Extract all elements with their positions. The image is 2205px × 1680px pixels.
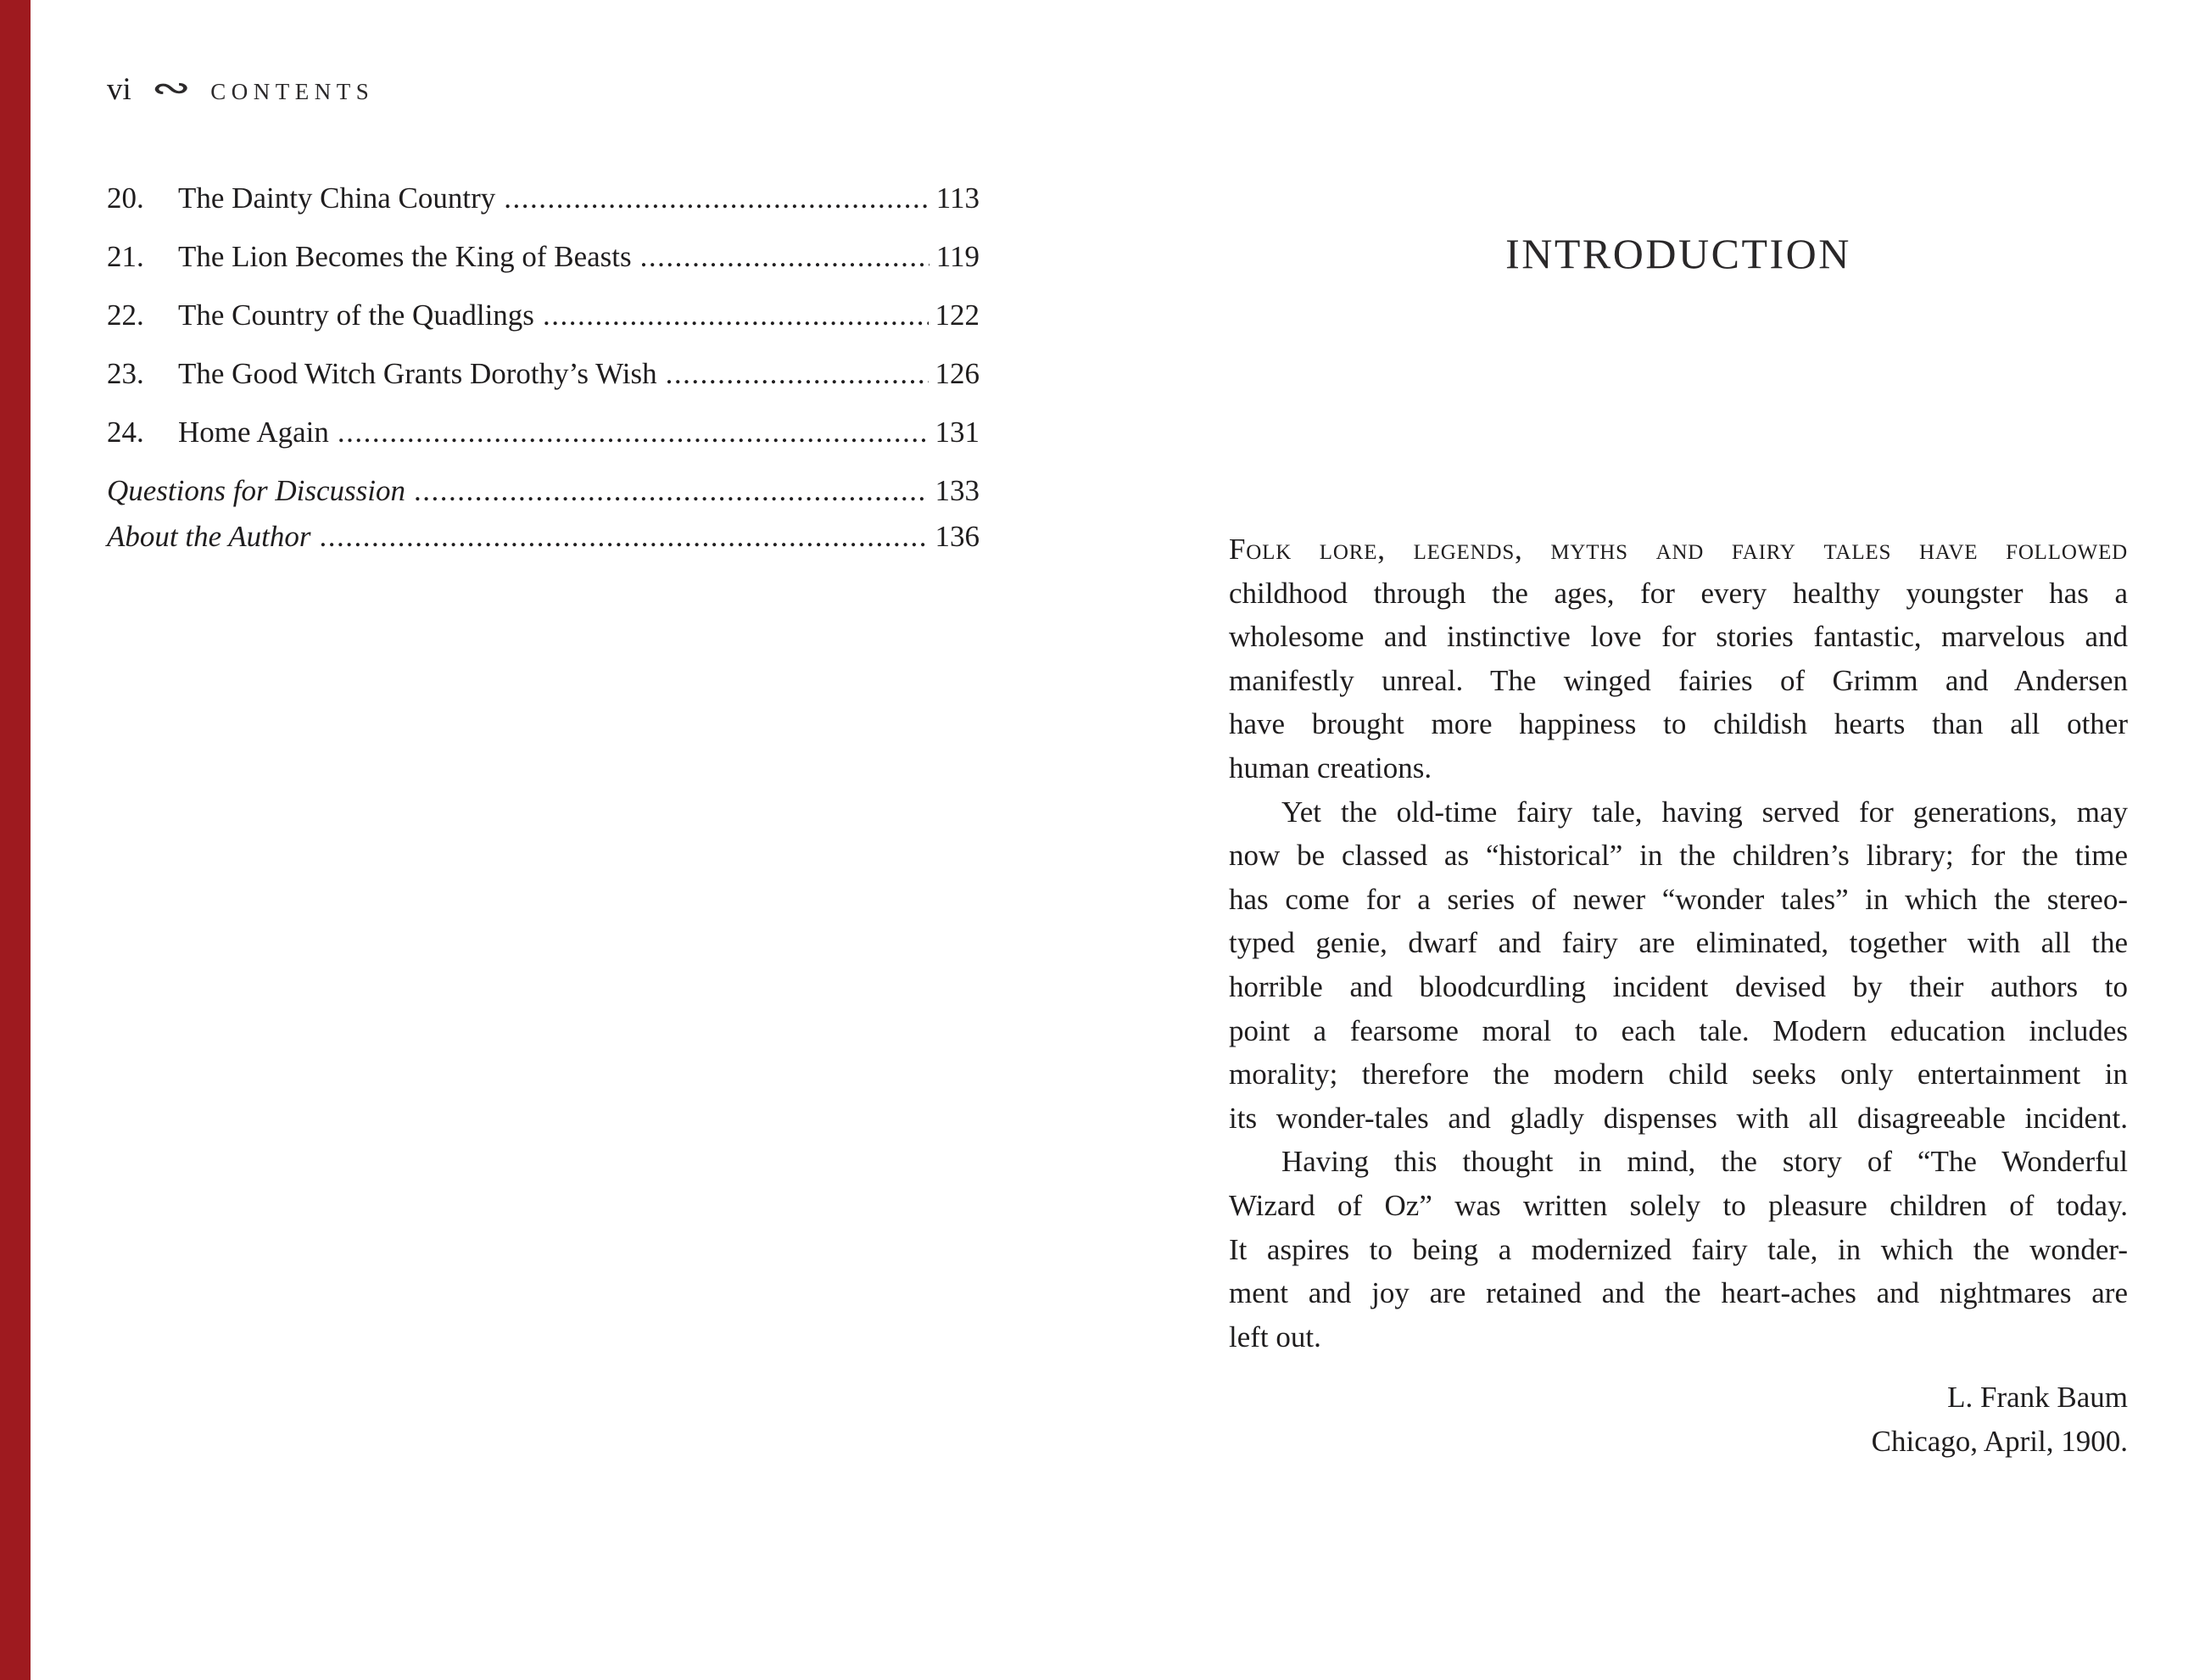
body-text-line: Having this thought in mind, the story of “The Wonderful bbox=[1281, 1145, 2128, 1179]
body-text-line: typed genie, dwarf and fairy are eliminated, together with all the bbox=[1229, 926, 2128, 960]
toc-entry bbox=[107, 476, 980, 505]
toc-entry-title: Home Again bbox=[178, 416, 329, 449]
dot-leader bbox=[666, 359, 929, 388]
body-text-line: wholesome and instinctive love for stories fantastic, marvelous and bbox=[1229, 620, 2128, 654]
toc-entry-title: The Lion Becomes the King of Beasts bbox=[178, 240, 632, 273]
toc-entry bbox=[107, 522, 980, 551]
body-text-line: point a fearsome moral to each tale. Modern education includes bbox=[1229, 1013, 2128, 1047]
body-text-line: horrible and bloodcurdling incident devised by their authors to bbox=[1229, 969, 2128, 1003]
body-text-line: childhood through the ages, for every healthy youngster has a bbox=[1229, 576, 2128, 610]
toc-entry-title: The Good Witch Grants Dorothy’s Wish bbox=[178, 357, 657, 390]
toc-entry-number: 20. bbox=[107, 181, 144, 215]
body-text-line: It aspires to being a modernized fairy tale, in which the wonder- bbox=[1229, 1232, 2128, 1266]
dot-leader bbox=[319, 522, 928, 551]
swash-ornament-icon: ∾ bbox=[151, 69, 191, 108]
dot-leader bbox=[640, 242, 929, 271]
running-header-label: CONTENTS bbox=[210, 79, 375, 104]
table-of-contents bbox=[107, 183, 980, 567]
toc-entry-title: Questions for Discussion bbox=[107, 474, 405, 507]
toc-entry-page-number: 136 bbox=[935, 520, 980, 553]
dot-leader bbox=[338, 417, 929, 447]
body-text-line: left out. bbox=[1229, 1320, 1321, 1353]
toc-entry-page-number: 133 bbox=[935, 474, 980, 507]
body-text-line: has come for a series of newer “wonder tales” in which the stereo- bbox=[1229, 882, 2128, 916]
toc-entry-page-number: 126 bbox=[935, 357, 980, 390]
toc-entry-number: 21. bbox=[107, 240, 144, 273]
toc-entry bbox=[107, 183, 980, 213]
dot-leader bbox=[414, 476, 929, 505]
introduction-page bbox=[1102, 0, 2205, 1680]
contents-page bbox=[31, 0, 1102, 1680]
toc-entry-page-number: 113 bbox=[935, 181, 980, 215]
toc-entry bbox=[107, 417, 980, 447]
body-text-line: Folk lore, legends, myths and fairy tales have followed bbox=[1229, 533, 2128, 566]
body-text-line: ment and joy are retained and the heart-aches and nightmares are bbox=[1229, 1276, 2128, 1310]
toc-entry bbox=[107, 242, 980, 271]
body-text-line: Wizard of Oz” was written solely to pleasure children of today. bbox=[1229, 1188, 2128, 1222]
toc-entry-number: 24. bbox=[107, 416, 144, 449]
signature-place-date: Chicago, April, 1900. bbox=[1871, 1424, 2128, 1458]
page-folio: vi bbox=[107, 72, 131, 107]
toc-entry-number: 23. bbox=[107, 357, 144, 390]
dot-leader bbox=[543, 300, 929, 330]
toc-entry bbox=[107, 359, 980, 388]
body-text-line: morality; therefore the modern child seeks only entertainment in bbox=[1229, 1058, 2128, 1091]
introduction-body-text bbox=[1229, 527, 2128, 1463]
body-text-line: Yet the old-time fairy tale, having served for generations, may bbox=[1281, 795, 2128, 829]
toc-entry-title: The Dainty China Country bbox=[178, 181, 496, 215]
author-signature: L. Frank Baum bbox=[1947, 1381, 2128, 1415]
toc-entry bbox=[107, 300, 980, 330]
left-edge-accent-bar bbox=[0, 0, 31, 1680]
body-text-line: human creations. bbox=[1229, 751, 1432, 784]
toc-entry-title: The Country of the Quadlings bbox=[178, 299, 534, 332]
body-text-line: manifestly unreal. The winged fairies of Grimm and Andersen bbox=[1229, 663, 2128, 697]
toc-entry-number: 22. bbox=[107, 299, 144, 332]
page-title: INTRODUCTION bbox=[1505, 230, 1851, 277]
toc-entry-page-number: 122 bbox=[935, 299, 980, 332]
toc-entry-page-number: 131 bbox=[935, 416, 980, 449]
body-text-line: have brought more happiness to childish hearts than all other bbox=[1229, 707, 2128, 741]
toc-entry-title: About the Author bbox=[107, 520, 311, 553]
body-text-line: its wonder-tales and gladly dispenses with all disagreeable incident. bbox=[1229, 1101, 2128, 1135]
signature-block bbox=[1229, 1376, 2128, 1463]
running-header bbox=[107, 69, 375, 108]
toc-entry-page-number: 119 bbox=[935, 240, 980, 273]
dot-leader bbox=[504, 183, 929, 213]
body-text-line: now be classed as “historical” in the children’s library; for the time bbox=[1229, 839, 2128, 873]
